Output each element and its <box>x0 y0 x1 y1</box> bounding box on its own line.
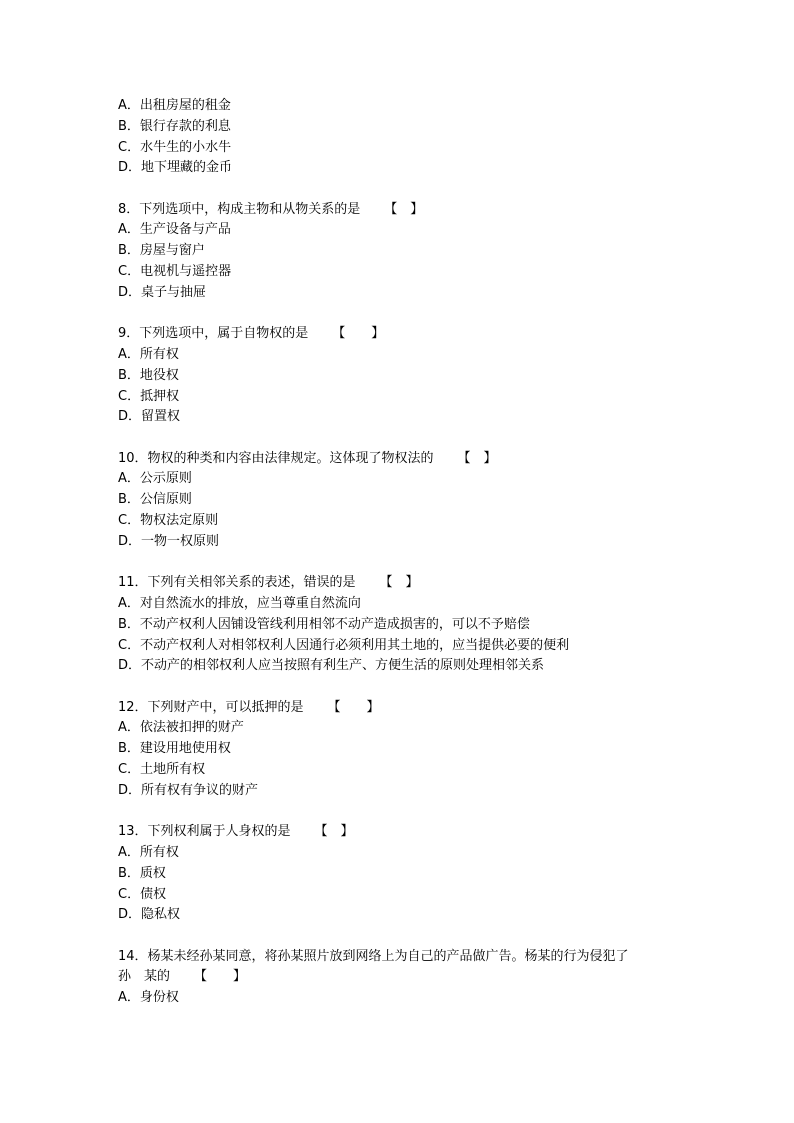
option-b: B．公信原则 <box>118 492 192 508</box>
answer-bracket: 【 】 <box>327 699 380 715</box>
answer-bracket: 【 】 <box>314 824 354 840</box>
question-stem: 14．杨某未经孙某同意，将孙某照片放到网络上为自己的产品做广告。杨某的行为侵犯了 <box>118 948 629 964</box>
option-d: D．隐私权 <box>118 907 181 923</box>
question-11 <box>118 573 698 677</box>
answer-bracket: 【 】 <box>384 201 424 217</box>
question-stem <box>118 200 698 221</box>
option-b: B．不动产权利人因铺设管线利用相邻不动产造成损害的，可以不予赔偿 <box>118 616 530 632</box>
stem-text: 8．下列选项中，构成主物和从物关系的是 <box>118 201 361 217</box>
option-d: D．留置权 <box>118 409 181 425</box>
option-d: D．桌子与抽屉 <box>118 284 207 300</box>
stem-text: 11．下列有关相邻关系的表述，错误的是 <box>118 575 356 591</box>
stem-text: 孙 某的 <box>118 969 171 985</box>
question-8 <box>118 200 698 304</box>
stem-text: 12．下列财产中，可以抵押的是 <box>118 699 304 715</box>
question-stem <box>118 698 698 719</box>
option-c: C．债权 <box>118 886 167 902</box>
option-d: D．地下埋藏的金币 <box>118 160 233 176</box>
option-a: A．对自然流水的排放，应当尊重自然流向 <box>118 595 361 611</box>
stem-text: 10．物权的种类和内容由法律规定。这体现了物权法的 <box>118 450 434 466</box>
option-c: C．抵押权 <box>118 388 180 404</box>
option-a: A．身份权 <box>118 990 179 1006</box>
option-b: B．地役权 <box>118 367 179 383</box>
option-d: D．所有权有争议的财产 <box>118 782 259 798</box>
exam-page <box>118 96 698 1029</box>
answer-bracket: 【 】 <box>379 575 419 591</box>
option-a: A．依法被扣押的财产 <box>118 720 244 736</box>
question-12 <box>118 698 698 802</box>
option-a: A．所有权 <box>118 346 179 362</box>
question-stem <box>118 449 698 470</box>
option-b: B．质权 <box>118 865 166 881</box>
option-b: B．银行存款的利息 <box>118 118 231 134</box>
option-c: C．物权法定原则 <box>118 513 219 529</box>
option-a: A．生产设备与产品 <box>118 222 231 238</box>
option-a: A．所有权 <box>118 844 179 860</box>
question-14 <box>118 947 698 1009</box>
option-a: A．出租房屋的租金 <box>118 98 231 113</box>
question-10 <box>118 449 698 553</box>
option-b: B．建设用地使用权 <box>118 741 231 757</box>
question-7 <box>118 96 698 179</box>
question-stem <box>118 573 698 594</box>
question-9 <box>118 324 698 428</box>
question-stem <box>118 324 698 345</box>
option-c: C．不动产权利人对相邻权利人因通行必须利用其土地的，应当提供必要的便利 <box>118 637 570 653</box>
stem-text: 13．下列权利属于人身权的是 <box>118 824 291 840</box>
option-a: A．公示原则 <box>118 471 192 487</box>
question-stem <box>118 822 698 843</box>
answer-bracket: 【 】 <box>457 450 497 466</box>
answer-bracket: 【 】 <box>194 969 247 985</box>
option-c: C．土地所有权 <box>118 762 206 778</box>
option-b: B．房屋与窗户 <box>118 243 205 259</box>
option-d: D．不动产的相邻权利人应当按照有利生产、方便生活的原则处理相邻关系 <box>118 658 545 674</box>
question-stem-continued <box>118 967 698 988</box>
question-13 <box>118 822 698 926</box>
option-c: C．水牛生的小水牛 <box>118 139 232 155</box>
answer-bracket: 【 】 <box>332 326 385 342</box>
option-c: C．电视机与遥控器 <box>118 264 232 280</box>
stem-text: 9．下列选项中，属于自物权的是 <box>118 326 309 342</box>
option-d: D．一物一权原则 <box>118 533 220 549</box>
